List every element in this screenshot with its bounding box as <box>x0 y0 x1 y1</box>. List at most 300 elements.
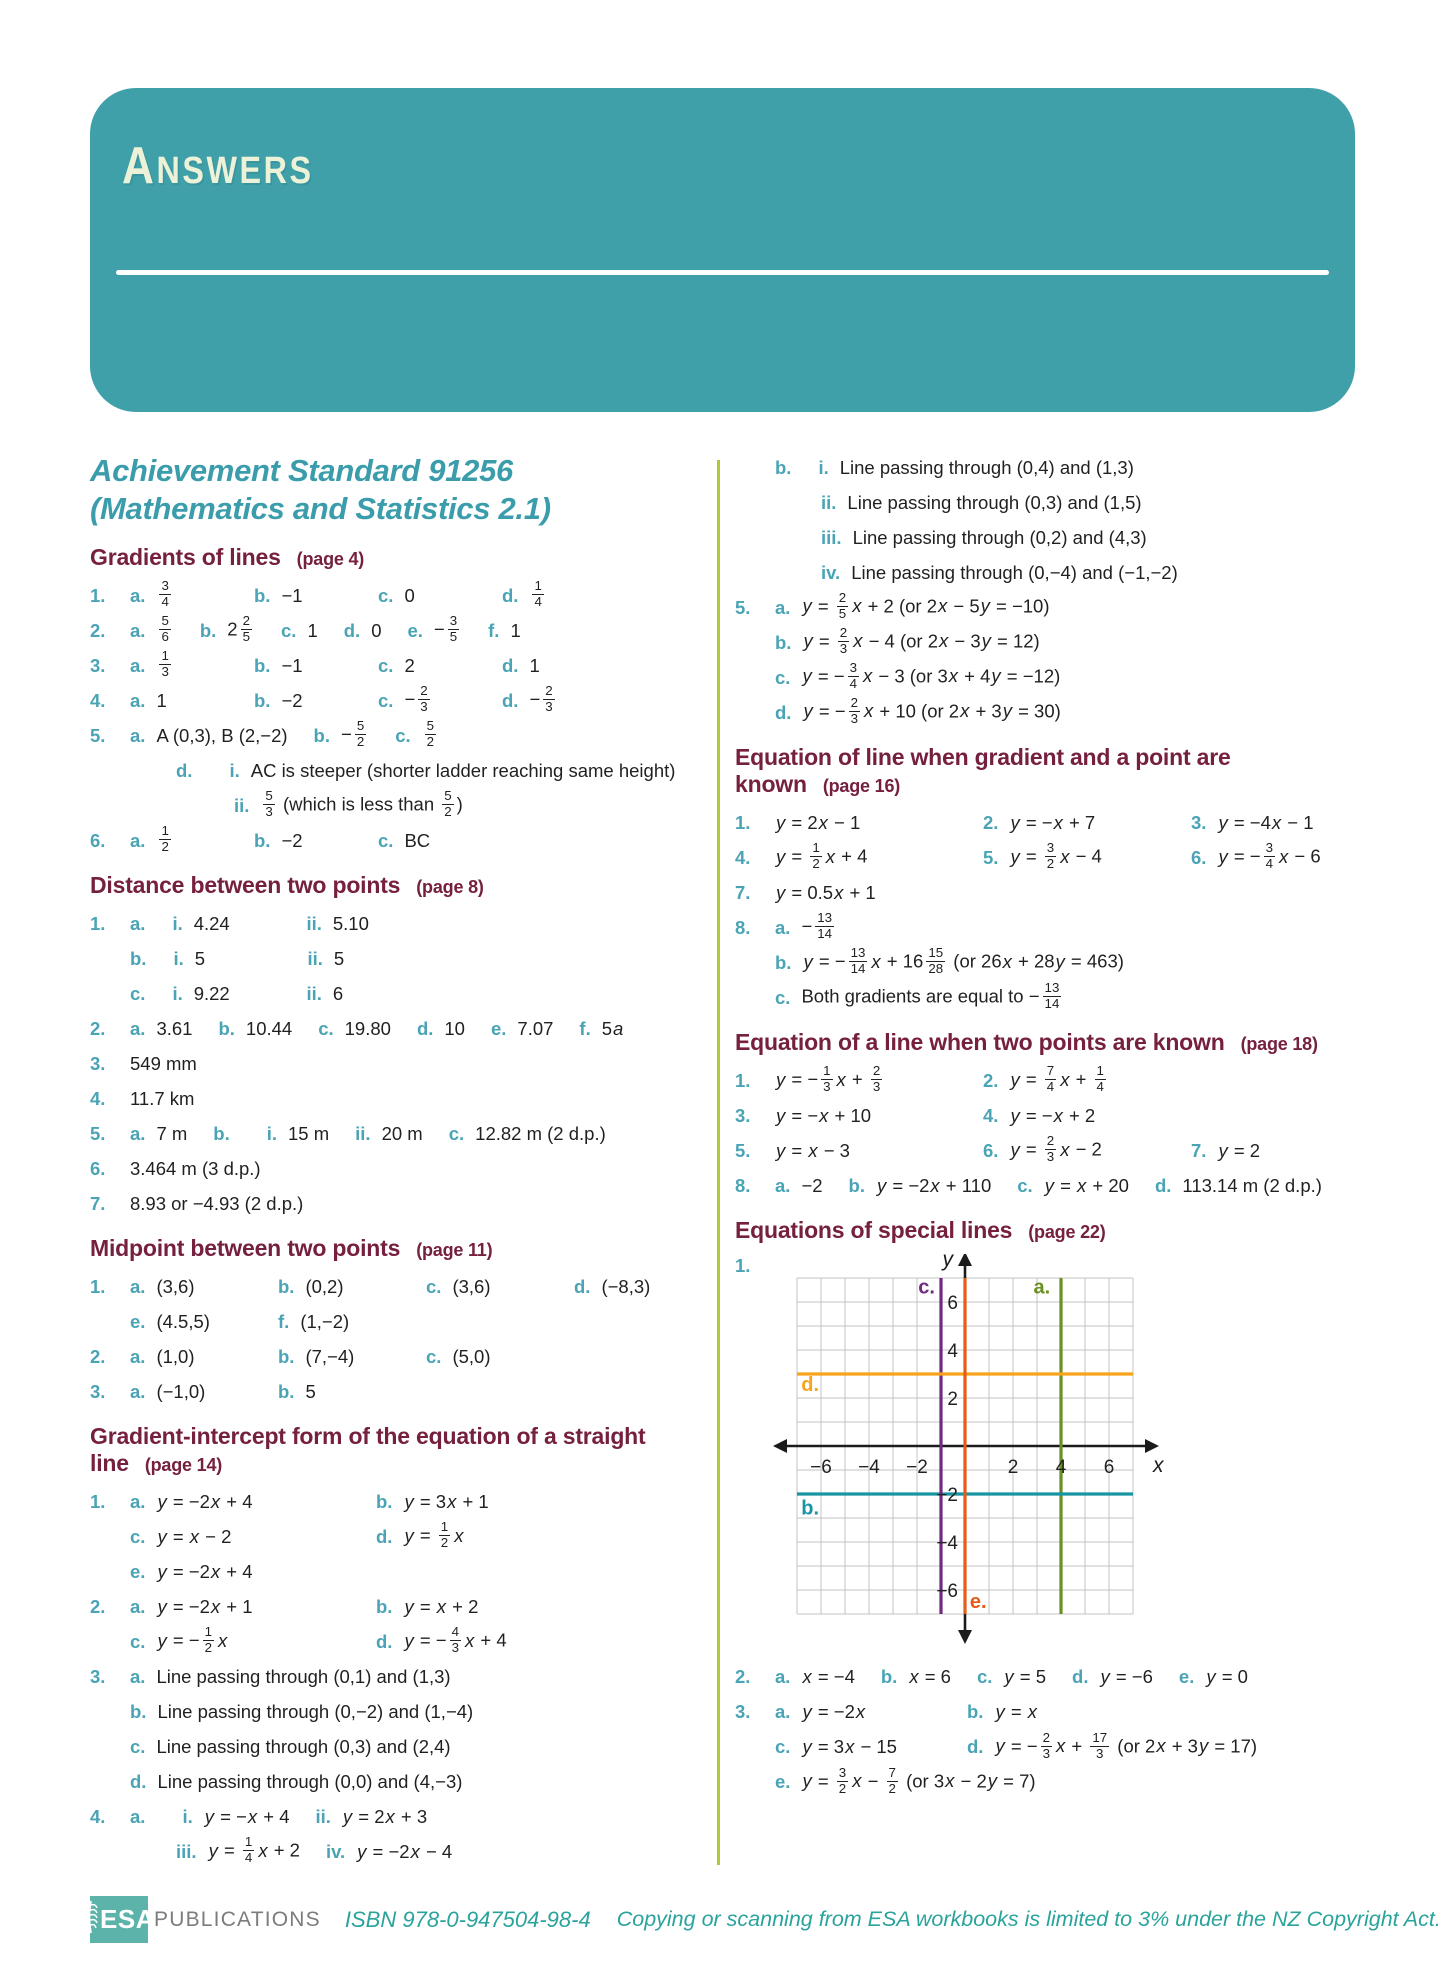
answer-cell <box>881 1665 951 1688</box>
answer-text: 9.22 <box>193 982 230 1004</box>
esa-logo <box>90 1896 155 1943</box>
answer-cell <box>130 1626 360 1657</box>
answer-text: AC is steeper (shorter ladder reaching same height) <box>250 759 676 781</box>
answer-cell <box>130 647 238 681</box>
fraction-numerator: 3 <box>1265 840 1273 856</box>
answer-cell <box>426 1345 558 1368</box>
answer-row <box>735 1135 1441 1166</box>
part-label: a. <box>130 654 146 676</box>
answer-row <box>735 877 1441 908</box>
fraction-denominator: 4 <box>849 676 857 691</box>
math-var: x <box>436 1596 447 1618</box>
part-label: iii. <box>821 526 842 548</box>
answer-cell <box>199 612 255 646</box>
math-var: x <box>862 665 873 687</box>
math-var: x <box>938 595 948 617</box>
part-label: d. <box>176 759 193 781</box>
fraction-denominator: 4 <box>1046 1079 1055 1095</box>
math-var: y <box>1198 1734 1209 1756</box>
math-var: y <box>204 1806 214 1828</box>
fraction-numerator: 2 <box>850 695 858 711</box>
answer-text: y = − $\frac{3}{4}$ x − 6 <box>1218 840 1321 872</box>
fraction <box>837 591 848 622</box>
standard-title <box>90 452 718 528</box>
part-label: d. <box>376 1526 393 1548</box>
fraction-numerator: 1 <box>244 1834 253 1850</box>
part-label: d. <box>1154 1175 1172 1197</box>
answer-text: − $\frac{5}{2}$ <box>341 717 365 749</box>
part-label: iv. <box>325 1841 346 1863</box>
fraction-numerator: 7 <box>1046 1063 1055 1079</box>
answer-row <box>90 1188 718 1219</box>
answer-text: Line passing through (0,2) and (4,3) <box>852 526 1147 548</box>
answer-cell <box>130 912 156 935</box>
part-label: c. <box>426 1345 442 1367</box>
answer-text: (1,−2) <box>300 1310 350 1332</box>
fraction-numerator: 5 <box>426 717 435 733</box>
part-label: b. <box>376 1596 393 1618</box>
answer-cell <box>130 689 238 712</box>
part-label: a. <box>130 619 146 641</box>
question-number: 1. <box>735 1254 751 1276</box>
answer-text: 1 <box>156 689 167 711</box>
math-var: x <box>1060 845 1070 867</box>
fraction-denominator: 2 <box>812 856 820 872</box>
answer-text: 10 <box>444 1017 465 1039</box>
answer-cell <box>355 1122 423 1145</box>
answer-text: 1 <box>510 619 521 641</box>
answer-cell <box>775 1700 951 1723</box>
answer-row <box>90 1521 718 1552</box>
part-label: b. <box>130 1701 147 1723</box>
answer-cell <box>315 1805 427 1828</box>
part-label: b. <box>376 1491 393 1513</box>
part-label: b. <box>775 952 792 974</box>
question-number: 1. <box>90 1275 106 1297</box>
part-label: b. <box>254 584 271 606</box>
answer-text <box>422 717 439 751</box>
answer-text: y = x + 2 <box>404 1596 479 1618</box>
part-label: 2. <box>983 1070 999 1092</box>
part-label: a. <box>130 1345 146 1367</box>
answer-text: (4.5,5) <box>156 1310 210 1332</box>
answer-cell <box>130 1805 156 1828</box>
answer-cell <box>378 682 486 716</box>
question-number: 4. <box>90 689 106 711</box>
fraction-numerator: 1 <box>440 1519 449 1535</box>
answer-text: y = $\frac{1}{2}$ x + 4 <box>776 840 868 872</box>
question-number: 2. <box>90 1596 106 1618</box>
answer-text: y = x <box>995 1701 1038 1723</box>
fraction <box>1045 1134 1056 1165</box>
standard-title-line1: Achievement Standard 91256 <box>90 453 513 488</box>
math-var: x <box>855 1701 866 1723</box>
answer-row <box>735 1729 1441 1763</box>
answer-text: Line passing through (0,−4) and (−1,−2) <box>851 561 1178 583</box>
answer-text: y = $\frac{3}{2}$ x − $\frac{7}{2}$ (or 3x − 2y = 7) <box>802 1764 1036 1796</box>
part-label: f. <box>278 1310 290 1332</box>
section-heading-text: Gradient-intercept form of the equation of a straight line <box>90 1423 646 1477</box>
answer-text: y = −2x + 4 <box>157 1491 253 1513</box>
fraction-numerator: 3 <box>161 577 169 593</box>
part-label: b. <box>130 947 147 969</box>
answer-text: y = $\frac{2}{3}$ x − 2 <box>1010 1133 1102 1165</box>
part-label: d. <box>574 1275 591 1297</box>
answer-row <box>90 682 718 716</box>
section <box>735 1029 1441 1201</box>
section-page-ref: (page 8) <box>416 876 484 897</box>
fraction <box>442 789 453 820</box>
answer-cell <box>130 1700 473 1723</box>
part-label: b. <box>254 654 271 676</box>
answer-cell <box>130 1087 248 1110</box>
answer-cell <box>130 1380 262 1403</box>
part-label: a. <box>130 1275 146 1297</box>
answer-cell <box>821 491 1142 514</box>
fraction-denominator: 2 <box>204 1640 212 1656</box>
math-var: x <box>818 812 828 834</box>
math-var: x <box>930 1175 940 1197</box>
answer-text: 3.61 <box>156 1017 193 1039</box>
answer-text: BC <box>404 829 431 851</box>
math-var: x <box>1056 1734 1066 1756</box>
math-var: y <box>357 1841 367 1863</box>
answer-row <box>735 662 1441 693</box>
answer-row <box>735 1170 1441 1201</box>
section-heading-text: Midpoint between two points <box>90 1234 401 1261</box>
math-var: x <box>1060 1068 1070 1090</box>
answer-cell <box>130 1052 248 1075</box>
fraction-numerator: 2 <box>838 590 847 606</box>
answer-cell <box>344 619 382 642</box>
answer-text: (−8,3) <box>601 1275 651 1297</box>
answer-text: 20 m <box>381 1122 423 1144</box>
fraction-denominator: 2 <box>356 733 365 749</box>
answer-text: 6 <box>332 982 344 1004</box>
math-var: y <box>1010 1138 1020 1160</box>
answer-cell <box>281 619 318 642</box>
line-label-e: e. <box>969 1590 987 1613</box>
part-label: c. <box>395 724 411 746</box>
part-label: a. <box>130 724 146 746</box>
answer-row <box>735 1065 1441 1096</box>
fraction-numerator: 2 <box>872 1063 881 1079</box>
answer-row <box>735 1100 1441 1131</box>
answer-cell <box>313 717 370 751</box>
answer-text: y = −2x − 4 <box>357 1841 453 1863</box>
math-var: x <box>465 1629 475 1651</box>
part-label: d. <box>502 689 519 711</box>
answer-cell <box>775 697 1061 728</box>
part-label: c. <box>378 584 394 606</box>
fraction-denominator: 28 <box>928 961 944 977</box>
part-label: b. <box>218 1017 235 1039</box>
part-label: e. <box>775 1771 791 1793</box>
answer-cell <box>278 1380 410 1403</box>
answer-text: y = $\frac{2}{5}$ x + 2 (or 2x − 5y = −10) <box>802 590 1050 621</box>
part-label: 5. <box>983 847 999 869</box>
math-var: x <box>1077 1175 1087 1197</box>
fraction <box>425 719 436 750</box>
answer-cell <box>502 577 610 611</box>
math-var: x <box>939 630 949 652</box>
answer-text: Both gradients are equal to − $\frac{13}{14}$ <box>801 980 1060 1012</box>
math-var: y <box>991 665 1001 687</box>
answer-cell <box>775 592 1050 623</box>
math-var: x <box>808 1140 818 1162</box>
math-var: x <box>853 630 863 652</box>
question-number: 2. <box>735 1666 751 1688</box>
y-tick-label: −2 <box>936 1484 958 1506</box>
answer-text: x = −4 <box>802 1666 855 1688</box>
answer-text: y = 0.5x + 1 <box>776 882 876 904</box>
publisher-name: PUBLICATIONS <box>154 1907 321 1931</box>
answer-cell <box>775 811 967 834</box>
answer-row <box>735 1697 1441 1728</box>
fraction-denominator: 4 <box>534 593 542 609</box>
math-var: x <box>1271 812 1282 834</box>
part-label: d. <box>502 584 519 606</box>
part-label: b. <box>254 689 271 711</box>
answer-cell <box>130 822 238 856</box>
answer-cell <box>326 1840 452 1863</box>
answer-text: 7 m <box>156 1122 188 1144</box>
answer-row <box>90 1341 718 1372</box>
answer-cell <box>130 612 174 646</box>
fraction-denominator: 3 <box>839 641 848 656</box>
answer-cell <box>775 456 802 479</box>
answer-text: y = −x + 2 <box>1010 1105 1096 1127</box>
answer-cell <box>306 982 424 1005</box>
answer-row <box>735 1254 1441 1654</box>
math-var: x <box>825 845 835 867</box>
answer-row <box>90 755 718 786</box>
answer-cell <box>130 1735 451 1758</box>
question-number: 3. <box>735 1105 751 1127</box>
question-number: 3. <box>90 1380 106 1402</box>
fraction <box>815 911 834 942</box>
fraction-denominator: 3 <box>850 711 858 726</box>
answer-text: y = −2x + 1 <box>157 1596 253 1618</box>
math-var: x <box>1002 950 1012 972</box>
question-number: 5. <box>735 1140 751 1162</box>
answer-cell <box>1191 842 1383 873</box>
math-var: x <box>217 1629 228 1651</box>
left-column <box>90 452 718 1871</box>
math-var: x <box>210 1596 221 1618</box>
answer-cell <box>417 1017 465 1040</box>
part-label: c. <box>775 666 791 688</box>
question-number: 4. <box>90 1087 106 1109</box>
fraction-denominator: 3 <box>161 663 169 679</box>
math-var: x <box>1053 1105 1063 1127</box>
part-label: a. <box>130 1380 146 1402</box>
part-label: b. <box>278 1380 295 1402</box>
answer-text: (7,−4) <box>305 1345 355 1367</box>
answer-text: y = −4x − 1 <box>1218 812 1314 834</box>
question-number: 7. <box>735 882 751 904</box>
question-number: 1. <box>735 812 751 834</box>
section-heading <box>90 872 718 899</box>
answer-row <box>90 1731 718 1762</box>
answer-row <box>90 1486 718 1517</box>
answer-row <box>90 787 718 821</box>
answer-text: 5 <box>305 1380 316 1402</box>
answer-text: y = −2x + 110 <box>876 1175 992 1197</box>
answer-text: y = x + 20 <box>1044 1175 1129 1197</box>
part-label: c. <box>130 1526 146 1548</box>
part-label: c. <box>775 1736 791 1758</box>
fraction <box>810 841 821 872</box>
fraction-numerator: 3 <box>838 1764 847 1780</box>
answer-row <box>735 557 1441 588</box>
part-label: b. <box>880 1666 898 1688</box>
part-label: 3. <box>1191 812 1207 834</box>
fraction-denominator: 14 <box>1044 996 1060 1012</box>
answer-row <box>90 1661 718 1692</box>
answer-cell <box>1072 1665 1153 1688</box>
part-label: c. <box>130 1736 146 1758</box>
math-var: y <box>802 1769 812 1791</box>
answer-text <box>156 612 173 646</box>
y-tick-label: 6 <box>947 1292 958 1314</box>
answer-text: y = −x + 4 <box>204 1806 290 1828</box>
answer-row <box>90 1306 718 1337</box>
answer-text: (0,2) <box>305 1275 344 1297</box>
answer-cell <box>378 654 486 677</box>
answer-text: 15 m <box>288 1122 330 1144</box>
fern-icon <box>83 1899 98 1940</box>
section <box>90 544 718 856</box>
answer-cell <box>130 947 157 970</box>
fraction <box>159 649 170 680</box>
answer-text: y = $\frac{1}{4}$ x + 2 <box>208 1834 300 1866</box>
part-label: c. <box>130 1631 146 1653</box>
answer-text: −2 <box>281 689 303 711</box>
answer-row <box>735 697 1441 728</box>
answer-cell <box>983 1135 1175 1166</box>
part-label: a. <box>130 1491 146 1513</box>
answer-row <box>90 647 718 681</box>
part-label: a. <box>130 912 146 934</box>
y-tick-label: 2 <box>947 1388 958 1410</box>
math-var: y <box>803 700 813 722</box>
fraction-numerator: 1 <box>161 647 169 663</box>
part-label: a. <box>130 1017 146 1039</box>
answer-cell <box>278 1345 410 1368</box>
math-var: x <box>210 1561 221 1583</box>
answer-cell <box>395 717 439 751</box>
math-var: y <box>987 1769 997 1791</box>
fraction-numerator: 2 <box>1046 1133 1055 1149</box>
answer-cell <box>502 654 610 677</box>
math-var: y <box>995 1734 1005 1756</box>
y-tick-label: −6 <box>936 1580 958 1602</box>
part-label: 2. <box>983 812 999 834</box>
math-var: y <box>1218 845 1228 867</box>
part-label: ii. <box>315 1806 331 1828</box>
part-label: c. <box>775 987 791 1009</box>
line-label-c: c. <box>918 1276 935 1299</box>
fraction-denominator: 2 <box>444 803 452 819</box>
math-var: y <box>995 1701 1005 1723</box>
answer-cell <box>130 1310 262 1333</box>
answer-row <box>90 1591 718 1622</box>
answer-cell <box>983 1104 1175 1127</box>
answer-text: y = 0 <box>1206 1666 1248 1688</box>
x-tick-label: 2 <box>1007 1456 1019 1478</box>
answer-text: y = − $\frac{2}{3}$ x + 10 (or 2x + 3y = 30) <box>803 695 1061 726</box>
section-heading-text: Equation of a line when two points are known <box>735 1029 1225 1056</box>
math-var: x <box>454 1524 464 1546</box>
fraction-denominator: 2 <box>1046 856 1055 872</box>
answer-text: y = 2x − 1 <box>776 812 861 834</box>
answer-text: y = $\frac{2}{3}$ x − 4 (or 2x − 3y = 12) <box>803 625 1040 656</box>
answer-row <box>735 947 1441 978</box>
part-label: d. <box>1072 1666 1089 1688</box>
answer-row <box>90 1271 718 1302</box>
part-label: b. <box>848 1175 865 1197</box>
fraction-numerator: 3 <box>449 612 458 628</box>
answer-row <box>735 452 1441 483</box>
answer-text: − $\frac{3}{5}$ <box>433 612 458 644</box>
line-label-d: d. <box>801 1373 820 1396</box>
question-number: 4. <box>735 847 751 869</box>
question-number: 8. <box>735 917 751 939</box>
part-label: c. <box>130 982 146 1004</box>
left-sections <box>90 544 718 1868</box>
answer-row <box>90 943 718 974</box>
section <box>90 1235 718 1407</box>
answer-text: x = 6 <box>909 1666 951 1688</box>
answer-row <box>90 1801 718 1832</box>
fraction <box>838 626 849 657</box>
question-number: 6. <box>90 1157 106 1179</box>
answer-cell <box>130 1345 262 1368</box>
part-label: e. <box>1178 1666 1195 1688</box>
part-label: d. <box>416 1017 434 1039</box>
answer-cell <box>172 912 290 935</box>
fraction <box>203 1625 214 1656</box>
fraction <box>159 824 170 855</box>
part-label: b. <box>775 631 792 653</box>
fraction <box>1045 841 1056 872</box>
fraction <box>1090 1731 1109 1762</box>
fraction <box>1264 841 1275 872</box>
answer-text: 3.464 m (3 d.p.) <box>130 1157 261 1179</box>
answer-cell <box>254 654 362 677</box>
math-var: y <box>980 595 990 617</box>
answer-row <box>90 1836 718 1867</box>
answer-text: 5.10 <box>332 912 369 934</box>
math-var: x <box>948 665 959 687</box>
math-var: x <box>802 1666 812 1688</box>
answer-text: y = − $\frac{2}{3}$ x + $\frac{17}{3}$ (or 2x + 3y = 17) <box>995 1729 1258 1761</box>
banner-underline <box>116 270 1329 275</box>
math-var: y <box>1002 700 1012 722</box>
answer-cell <box>130 1275 262 1298</box>
part-label: ii. <box>821 491 837 513</box>
question-number: 1. <box>735 1070 751 1092</box>
fraction-denominator: 3 <box>823 1079 831 1095</box>
math-var: y <box>981 630 991 652</box>
answer-text: y = 3x + 1 <box>404 1491 489 1513</box>
fraction <box>821 1064 832 1095</box>
math-var: x <box>852 1769 862 1791</box>
answer-cell <box>818 456 1133 479</box>
answer-cell <box>218 1017 292 1040</box>
part-label: 6. <box>983 1140 999 1162</box>
